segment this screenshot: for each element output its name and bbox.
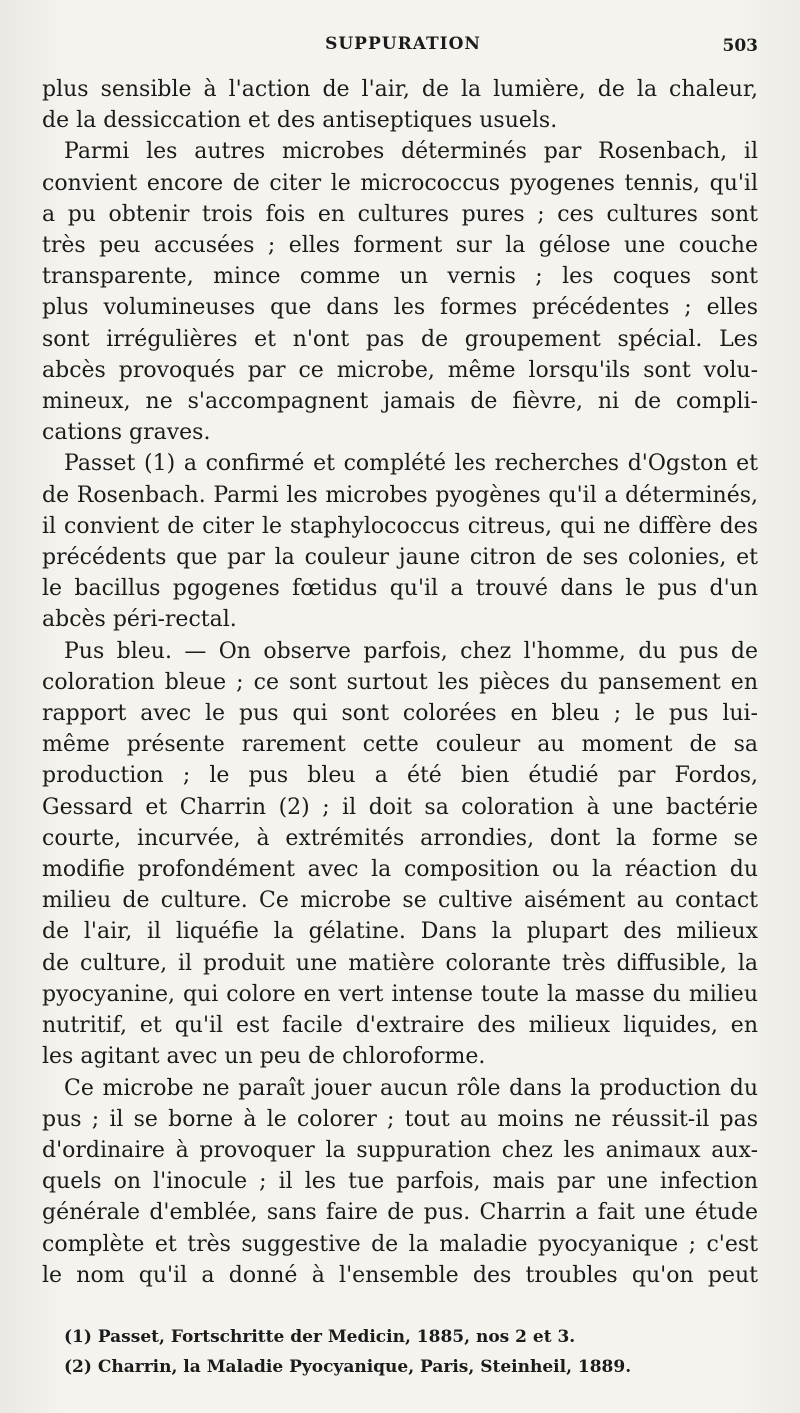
text-line: de culture, il produit une matière colorante très diffusible, la <box>42 950 758 976</box>
text-line: très peu accusées ; elles forment sur la gélose une couche <box>42 233 758 259</box>
text-line: convient encore de citer le micrococcus pyogenes tennis, qu'il <box>42 170 758 196</box>
text-line: cations graves. <box>42 420 211 446</box>
paragraph-pus-bleu <box>42 636 758 1073</box>
text-line: le nom qu'il a donné à l'ensemble des troubles qu'on peut <box>42 1262 758 1288</box>
text-line: précédents que par la couleur jaune citron de ses colonies, et <box>42 545 758 571</box>
text-line: même présente rarement cette couleur au moment de sa <box>42 732 758 758</box>
text-line: générale d'emblée, sans faire de pus. Charrin a fait une étude <box>42 1200 758 1226</box>
text-line: pus ; il se borne à le colorer ; tout au moins ne réussit-il pas <box>42 1106 758 1132</box>
text-line: plus sensible à l'action de l'air, de la lumière, de la chaleur, <box>42 77 758 102</box>
text-line: de l'air, il liquéfie la gélatine. Dans la plupart des milieux <box>42 919 758 945</box>
text-line: milieu de culture. Ce microbe se cultive aisément au contact <box>42 888 758 914</box>
text-line: quels on l'inocule ; il les tue parfois, mais par une infection <box>42 1169 758 1195</box>
page-number: 503 <box>722 36 758 56</box>
text-line: rapport avec le pus qui sont colorées en bleu ; le pus lui- <box>42 701 758 727</box>
text-line: il convient de citer le staphylococcus citreus, qui ne diffère des <box>42 513 758 539</box>
text-line: a pu obtenir trois fois en cultures pures ; ces cultures sont <box>42 201 758 227</box>
text-line: de la dessiccation et des antiseptiques usuels. <box>42 108 558 134</box>
text-line: abcès provoqués par ce microbe, même lorsqu'ils sont volu- <box>42 357 758 383</box>
text-line: Pus bleu. — On observe parfois, chez l'homme, du pus de <box>64 638 758 664</box>
text-line: transparente, mince comme un vernis ; les coques sont <box>42 264 758 290</box>
text-line: les agitant avec un peu de chloroforme. <box>42 1044 486 1070</box>
text-line: plus volumineuses que dans les formes précédentes ; elles <box>42 295 758 321</box>
text-line: sont irrégulières et n'ont pas de groupement spécial. Les <box>42 326 758 352</box>
text-line: pyocyanine, qui colore en vert intense toute la masse du milieu <box>42 981 758 1007</box>
chapter-title: SUPPURATION <box>325 34 481 54</box>
text-line: courte, incurvée, à extrémités arrondies, dont la forme se <box>42 825 758 851</box>
text-line: de Rosenbach. Parmi les microbes pyogènes qu'il a déterminés, <box>42 482 758 508</box>
paragraph-continuation <box>42 74 758 136</box>
text-line: production ; le pus bleu a été bien étudié par Fordos, <box>42 763 758 789</box>
text-line: abcès péri-rectal. <box>42 607 237 633</box>
text-line: coloration bleue ; ce sont surtout les pièces du pansement en <box>42 669 758 695</box>
text-line: le bacillus pgogenes fœtidus qu'il a trouvé dans le pus d'un <box>42 576 758 602</box>
running-header <box>42 34 764 64</box>
text-line: modifie profondément avec la composition ou la réaction du <box>42 857 758 883</box>
paragraph-rosenbach <box>42 136 758 448</box>
text-line: d'ordinaire à provoquer la suppuration chez les animaux aux- <box>42 1137 758 1163</box>
paragraph-pyocyanique <box>42 1073 758 1291</box>
text-line: nutritif, et qu'il est facile d'extraire des milieux liquides, en <box>42 1013 758 1039</box>
text-line: Ce microbe ne paraît jouer aucun rôle dans la production du <box>64 1075 758 1101</box>
text-line: Gessard et Charrin (2) ; il doit sa coloration à une bactérie <box>42 794 758 820</box>
footnotes <box>64 1322 764 1382</box>
text-line: Parmi les autres microbes déterminés par Rosenbach, il <box>64 139 758 165</box>
text-line: mineux, ne s'accompagnent jamais de fièvre, ni de compli- <box>42 389 758 415</box>
footnote-2: (2) Charrin, la Maladie Pyocyanique, Paris, Steinheil, 1889. <box>64 1357 632 1377</box>
body-text <box>42 74 758 1291</box>
text-line: Passet (1) a confirmé et complété les recherches d'Ogston et <box>64 451 758 477</box>
footnote-1: (1) Passet, Fortschritte der Medicin, 1885, nos 2 et 3. <box>64 1327 576 1347</box>
paragraph-passet <box>42 448 758 635</box>
text-line: complète et très suggestive de la maladie pyocyanique ; c'est <box>42 1231 758 1257</box>
